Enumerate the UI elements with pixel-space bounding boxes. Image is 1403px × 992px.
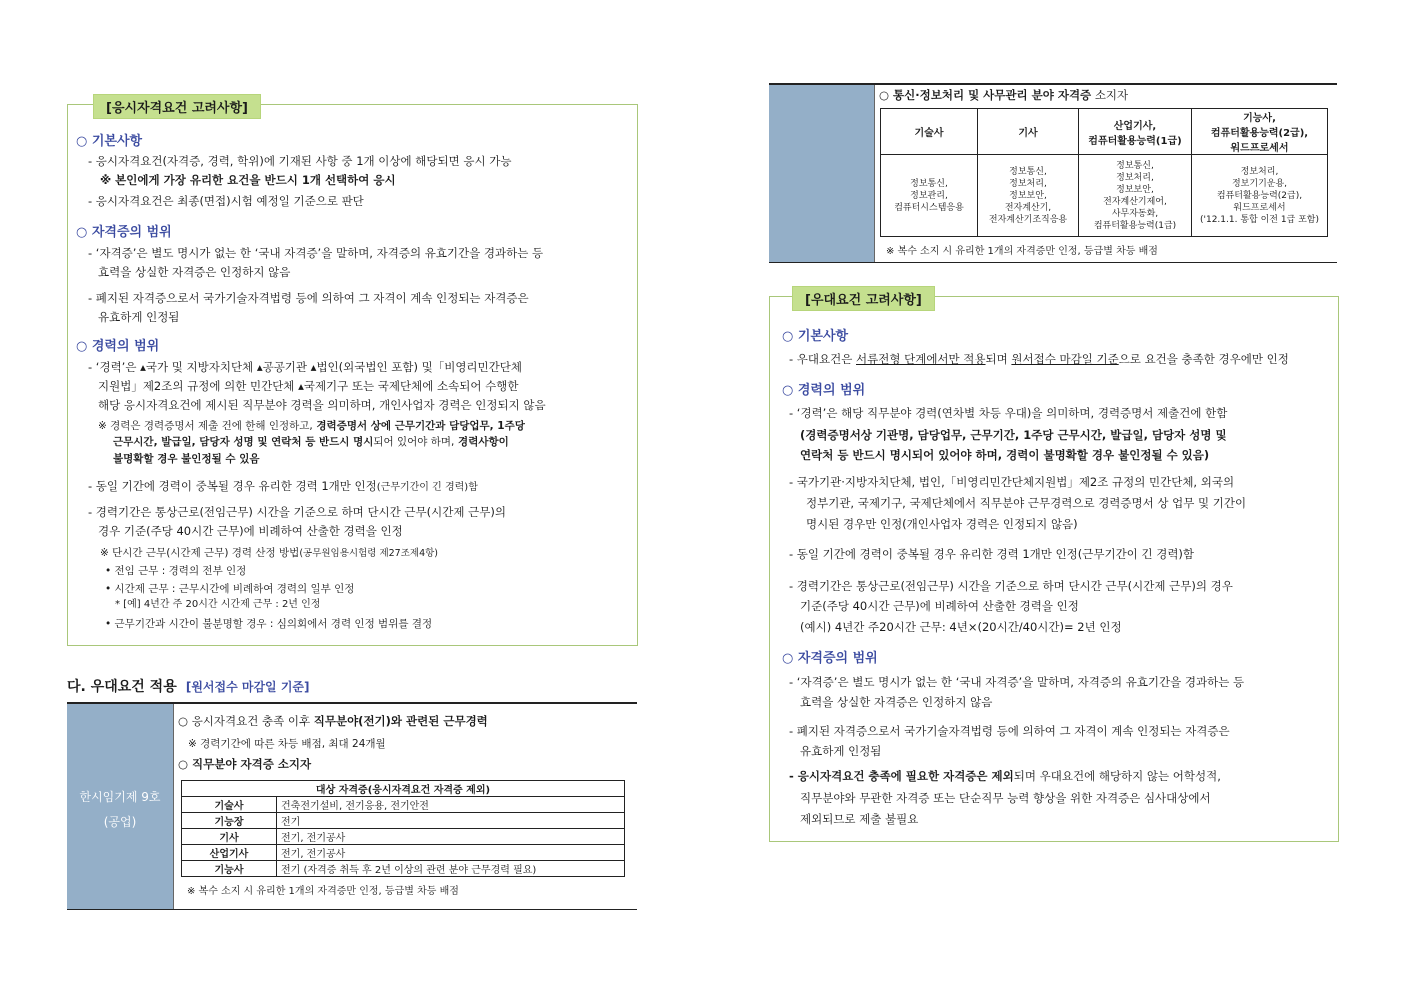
- text-line: - ‘경력’은 해당 직무분야 경력(연차별 차등 우대)을 의미하며, 경력증명서 제출건에 한함: [789, 406, 1228, 420]
- bullet-line: • 시간제 근무 : 근무시간에 비례하여 경력의 일부 인정: [105, 583, 355, 595]
- text-line: - 응시자격요건(자격증, 경력, 학위)에 기재된 사항 중 1개 이상에 해당되면 응시 가능: [88, 154, 512, 168]
- text-span: 되며 우대요건에 해당하지 않는 어학성적,: [1013, 769, 1221, 783]
- pref-line: ○ 직무분야 자격증 소지자: [178, 757, 312, 771]
- section-basic-heading: ○ 기본사항: [76, 134, 143, 149]
- text-span: ※ 단시간 근무(시간제 근무) 경력 산정 방법: [100, 547, 300, 559]
- pref-side-cell: [67, 704, 174, 909]
- cert-note: ※ 복수 소지 시 유리한 1개의 자격증만 인정, 등급별 차등 배점: [886, 246, 1158, 257]
- text-span-underline: 원서접수 마감일 기준: [1011, 352, 1119, 366]
- pref-side-label: 한시임기제 9호: [79, 790, 161, 804]
- text-line: 제외되므로 제출 불필요: [800, 812, 919, 826]
- table-row-key: 기술사: [182, 797, 277, 813]
- text-line: - 경력기간은 통상근로(전임근무) 시간을 기준으로 하며 단시간 근무(시간제 근무)의 경우: [789, 579, 1233, 593]
- table-row-key: 산업기사: [182, 845, 277, 861]
- text-line: 해당 응시자격요건에 제시된 직무분야 경력을 의미하며, 개인사업자 경력은 인정되지 않음: [98, 398, 546, 412]
- text-span-underline: 서류전형 단계에서만 적용: [856, 352, 986, 366]
- section-career-heading: ○ 경력의 범위: [782, 383, 866, 398]
- note-text: 되어 있어야 하며,: [373, 436, 455, 448]
- text-line: - ‘경력’은 ▴국가 및 지방자치단체 ▴공공기관 ▴법인(외국법인 포함) 및「비영리민간단체: [88, 360, 522, 374]
- cert-cell: 정보처리, 정보기기운용, 컴퓨터활용능력(2급), 워드프로세서 ('12.1.1. 통합 이전 1급 포함): [1192, 155, 1328, 237]
- example-line: * [예] 4년간 주 20시간 시간제 근무 : 2년 인정: [115, 599, 321, 610]
- cert-caption: [879, 86, 1128, 105]
- cert-bottom-border: [769, 262, 1337, 263]
- text-line: 효력을 상실한 자격증은 인정하지 않음: [98, 265, 291, 279]
- text-span: - 동일 기간에 경력이 중복될 경우 유리한 경력 1개만 인정: [88, 479, 377, 493]
- note-text-bold: 불명확할 경우 불인정될 수 있음: [113, 453, 260, 465]
- cert-header: 기사: [978, 109, 1079, 155]
- section-basic-heading: ○ 기본사항: [782, 329, 849, 344]
- note-text-bold: 근무시간, 발급일, 담당자 성명 및 연락처 등 반드시 명시: [113, 436, 374, 448]
- note-text: ※ 경력은 경력증명서 제출 건에 한해 인정하고,: [98, 420, 313, 432]
- bullet-line: • 근무기간과 시간이 불분명할 경우 : 심의회에서 경력 인정 범위를 결정: [105, 618, 433, 630]
- text-line: 정부기관, 국제기구, 국제단체에서 직무분야 근무경력으로 경력증명서 상 업무 및 기간이: [806, 496, 1247, 510]
- text-line: 유효하게 인정됨: [98, 310, 180, 324]
- table-row-value: 건축전기설비, 전기응용, 전기안전: [277, 797, 625, 813]
- text-span: - 우대요건은: [789, 352, 857, 366]
- pref-text-bold: 직무분야(전기)와 관련된 근무경력: [313, 714, 488, 728]
- pref-consider-tag: [우대요건 고려사항]: [792, 286, 935, 311]
- table-row-value: 전기, 전기공사: [277, 845, 625, 861]
- cert-header: 산업기사, 컴퓨터활용능력(1급): [1079, 109, 1192, 155]
- text-line: 유효하게 인정됨: [800, 744, 882, 758]
- cert-caption-bold: ○ 통신·정보처리 및 사무관리 분야 자격증: [879, 88, 1092, 102]
- text-span: 되며: [985, 352, 1012, 366]
- pref-line: [178, 712, 488, 731]
- bullet-line: • 전임 근무 : 경력의 전부 인정: [105, 565, 247, 577]
- pref-side-sub: (공업): [103, 815, 137, 829]
- text-line: - 동일 기간에 경력이 중복될 경우 유리한 경력 1개만 인정(근무기간이 긴 경력)함: [789, 547, 1195, 561]
- text-line: (예시) 4년간 주20시간 근무: 4년×(20시간/40시간)= 2년 인정: [800, 620, 1122, 634]
- section-career-heading: ○ 경력의 범위: [76, 339, 160, 354]
- text-line: 경우 기준(주당 40시간 근무)에 비례하여 산출한 경력을 인정: [98, 524, 403, 538]
- text-span-small: (근무기간이 긴 경력)함: [376, 482, 478, 493]
- section-d-title: [67, 676, 309, 696]
- text-line: [789, 767, 1221, 786]
- table-row-value: 전기, 전기공사: [277, 829, 625, 845]
- cert-table: [880, 108, 1328, 237]
- text-line: 기준(주당 40시간 근무)에 비례하여 산출한 경력을 인정: [800, 599, 1079, 613]
- pref-note: ※ 경력기간에 따른 차등 배점, 최대 24개월: [188, 738, 386, 750]
- table-row-value: 전기 (자격증 취득 후 2년 이상의 관련 분야 근무경력 필요): [277, 861, 625, 877]
- section-d-sub: [원서접수 마감일 기준]: [185, 680, 310, 694]
- section-cert-heading: ○ 자격증의 범위: [782, 651, 878, 666]
- cert-cell: 정보통신, 정보처리, 정보보안, 전자계산기, 전자계산기조직응용: [978, 155, 1079, 237]
- eligibility-tag: [응시자격요건 고려사항]: [93, 94, 261, 119]
- pref-text: ○ 응시자격요건 충족 이후: [178, 714, 314, 728]
- career-note: [98, 418, 525, 434]
- table-row-key: 기사: [182, 829, 277, 845]
- pref-note: ※ 복수 소지 시 유리한 1개의 자격증만 인정, 등급별 차등 배점: [187, 886, 459, 897]
- text-line: [88, 477, 478, 497]
- text-line: [789, 350, 1289, 369]
- table-row-key: 기능사: [182, 861, 277, 877]
- text-span-bold: - 응시자격요건 충족에 필요한 자격증은 제외: [789, 769, 1014, 783]
- text-span-small: (공무원임용시험령 제27조제4항): [299, 548, 439, 559]
- cert-header: 기능사, 컴퓨터활용능력(2급), 워드프로세서: [1192, 109, 1328, 155]
- cert-cell: 정보통신, 정보관리, 컴퓨터시스템응용: [881, 155, 978, 237]
- text-line: - 경력기간은 통상근로(전임근무) 시간을 기준으로 하며 단시간 근무(시간제 근무)의: [88, 505, 506, 519]
- pref-table-bottom-border: [67, 909, 637, 910]
- text-line: ※ 본인에게 가장 유리한 요건을 반드시 1개 선택하여 응시: [100, 173, 396, 187]
- text-line: - 폐지된 자격증으로서 국가기술자격법령 등에 의하여 그 자격이 계속 인정되는 자격증은: [88, 291, 529, 305]
- text-line: [100, 545, 438, 562]
- note-text-bold: 경력사항이: [454, 436, 509, 448]
- text-line: 명시된 경우만 인정(개인사업자 경력은 인정되지 않음): [806, 517, 1078, 531]
- text-line: - 응시자격요건은 최종(면접)시험 예정일 기준으로 판단: [88, 194, 364, 208]
- text-line: 효력을 상실한 자격증은 인정하지 않음: [800, 695, 993, 709]
- section-cert-heading: ○ 자격증의 범위: [76, 225, 172, 240]
- table-row-value: 전기: [277, 813, 625, 829]
- text-line: 직무분야와 무관한 자격증 또는 단순직무 능력 향상을 위한 자격증은 심사대상에서: [800, 791, 1211, 805]
- pref-cert-table: [181, 780, 625, 877]
- cert-header: 기술사: [881, 109, 978, 155]
- career-note: [113, 434, 509, 450]
- text-line: 지원법」제2조의 규정에 의한 민간단체 ▴국제기구 또는 국제단체에 소속되어 수행한: [98, 379, 519, 393]
- note-text-bold: 경력증명서 상에 근무기간과 담당업무, 1주당: [312, 420, 525, 432]
- text-line: (경력증명서상 기관명, 담당업무, 근무기간, 1주당 근무시간, 발급일, 담당자 성명 및: [800, 428, 1227, 442]
- cert-side-cell: [769, 85, 875, 262]
- text-line: - 국가기관·지방자치단체, 법인,「비영리민간단체지원법」제2조 규정의 민간단체, 외국의: [789, 475, 1235, 489]
- text-span: 으로 요건을 충족한 경우에만 인정: [1118, 352, 1289, 366]
- table-header: 대상 자격증(응시자격요건 자격증 제외): [182, 781, 625, 797]
- text-line: - 폐지된 자격증으로서 국가기술자격법령 등에 의하여 그 자격이 계속 인정되는 자격증은: [789, 724, 1230, 738]
- table-row-key: 기능장: [182, 813, 277, 829]
- text-line: - ‘자격증’은 별도 명시가 없는 한 ‘국내 자격증’을 말하며, 자격증의 유효기간을 경과하는 등: [88, 246, 544, 260]
- section-d-label: 다. 우대요건 적용: [67, 679, 177, 695]
- text-line: - ‘자격증’은 별도 명시가 없는 한 ‘국내 자격증’을 말하며, 자격증의 유효기간을 경과하는 등: [789, 675, 1245, 689]
- text-line: 연락처 등 반드시 명시되어 있어야 하며, 경력이 불명확할 경우 불인정될 수 있음): [800, 448, 1210, 462]
- cert-cell: 정보통신, 정보처리, 정보보안, 전자계산기제어, 사무자동화, 컴퓨터활용능력(1급): [1079, 155, 1192, 237]
- cert-caption-text: 소지자: [1091, 88, 1129, 102]
